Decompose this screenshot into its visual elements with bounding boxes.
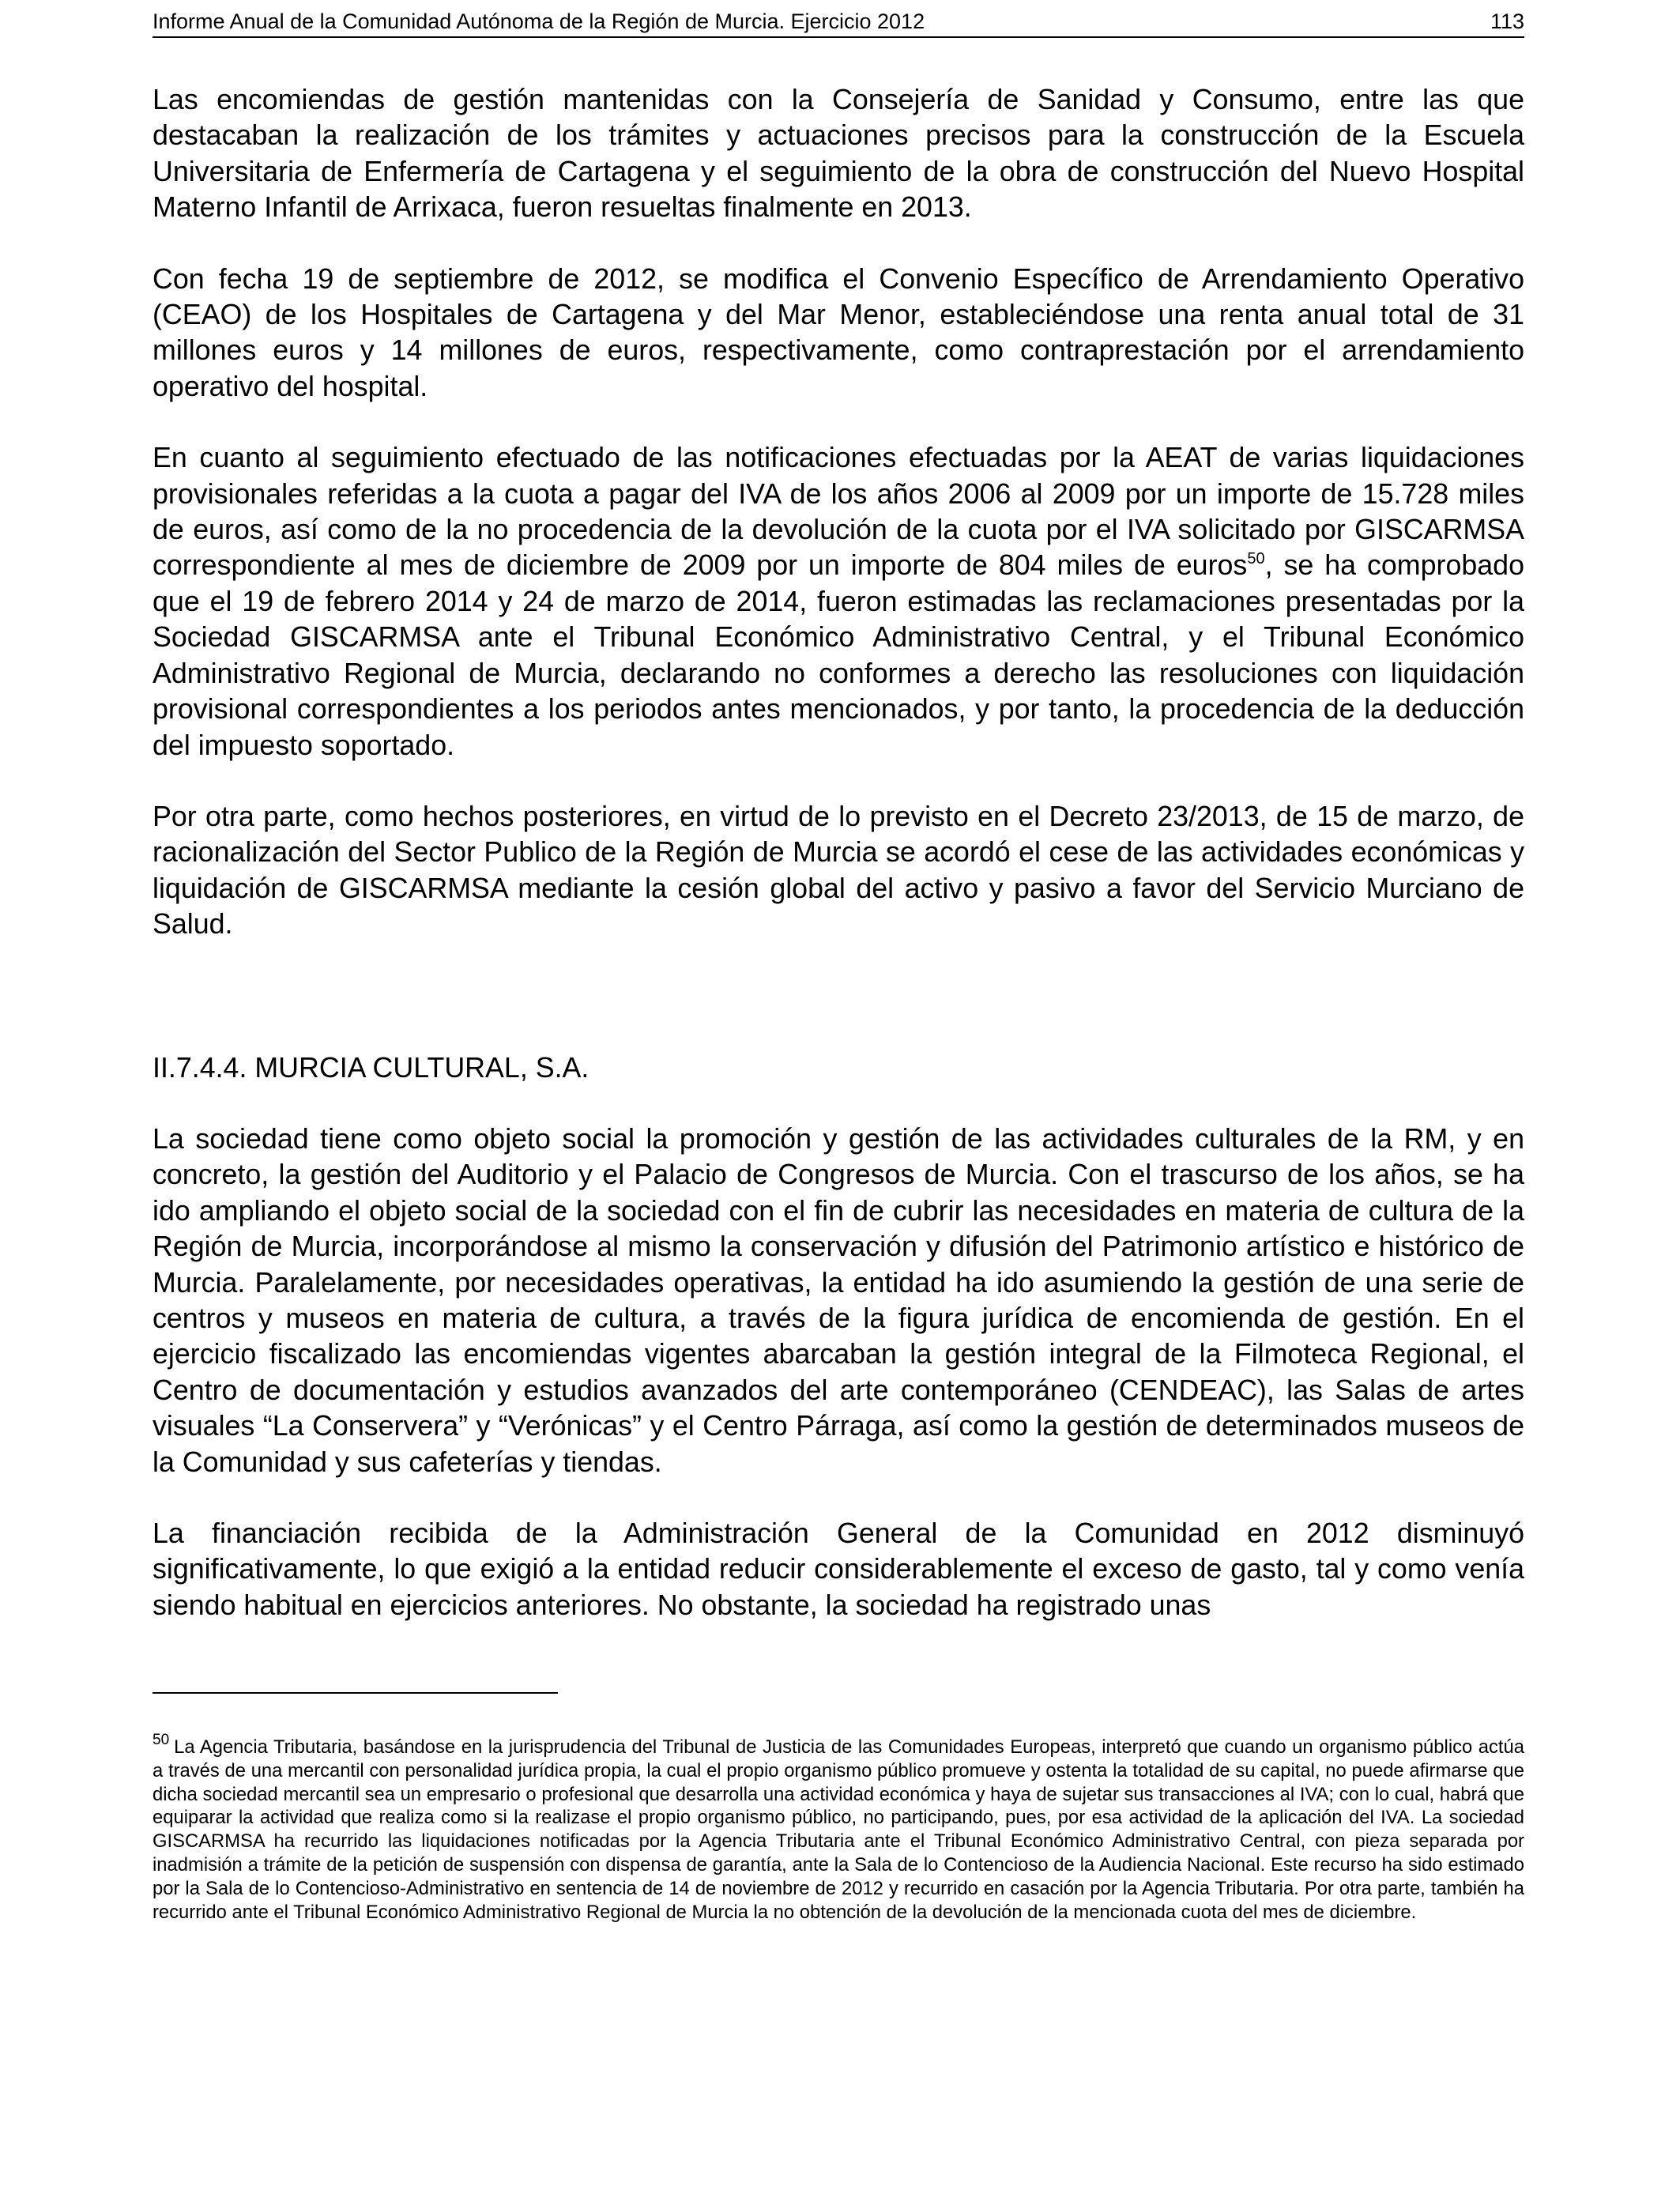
paragraph-objeto-social: La sociedad tiene como objeto social la promoción y gestión de las actividades culturales de la RM, y en concreto, la gestión del Auditorio y el Palacio de Congresos de Murcia. Con el trascurso de los años, se ha ido ampliando el objeto social de la sociedad con el fin de cubrir las necesidades en materia de cultura de la Región de Murcia, incorporándose al mismo la conservación y difusión del Patrimonio artístico e histórico de Murcia. Paralelamente, por necesidades operativas, la entidad ha ido asumiendo la gestión de una serie de centros y museos en materia de cultura, a través de la figura jurídica de encomienda de gestión. En el ejercicio fiscalizado las encomiendas vigentes abarcaban la gestión integral de la Filmoteca Regional, el Centro de documentación y estudios avanzados del arte contemporáneo (CENDEAC), las Salas de artes visuales “La Conservera” y “Verónicas” y el Centro Párraga, así como la gestión de determinados museos de la Comunidad y sus cafeterías y tiendas. — [153, 1122, 1524, 1478]
body-text — [153, 82, 1524, 1623]
footnote-number: 50 — [153, 1732, 170, 1749]
page-header — [153, 8, 1524, 38]
paragraph-hechos-posteriores: Por otra parte, como hechos posteriores, en virtud de lo previsto en el Decreto 23/2013, de 15 de marzo, de racionalización del Sector Publico de la Región de Murcia se acordó el cese de las actividades económicas y liquidación de GISCARMSA mediante la cesión global del activo y pasivo a favor del Servicio Murciano de Salud. — [153, 800, 1524, 941]
paragraph-aeat-liquidaciones — [153, 440, 1524, 763]
footnote-separator — [153, 1692, 558, 1694]
header-title: Informe Anual de la Comunidad Autónoma de la Región de Murcia. Ejercicio 2012 — [153, 9, 925, 33]
section-heading: II.7.4.4. MURCIA CULTURAL, S.A. — [153, 1051, 590, 1084]
paragraph-encomiendas-sanidad: Las encomiendas de gestión mantenidas con la Consejería de Sanidad y Consumo, entre las que destacaban la realización de los trámites y actuaciones precisos para la construcción de la Escuela Universitaria de Enfermería de Cartagena y el seguimiento de la obra de construcción del Nuevo Hospital Materno Infantil de Arrixaca, fueron resueltas finalmente en 2013. — [153, 84, 1524, 224]
paragraph-convenio-ceao: Con fecha 19 de septiembre de 2012, se modifica el Convenio Específico de Arrendamiento Operativo (CEAO) de los Hospitales de Cartagena y del Mar Menor, estableciéndose una renta anual total de 31 millones euros y 14 millones de euros, respectivamente, como contraprestación por el arrendamiento operativo del hospital. — [153, 262, 1524, 402]
page-number: 113 — [1490, 9, 1524, 33]
heading-spacer — [153, 1086, 1524, 1122]
document-page — [153, 0, 1524, 2194]
paragraph-financiacion: La financiación recibida de la Administración General de la Comunidad en 2012 disminuyó significativamente, lo que exigió a la entidad reducir considerablemente el exceso de gasto, tal y como venía siendo habitual en ejercicios anteriores. No obstante, la sociedad ha registrado unas — [153, 1517, 1524, 1621]
paragraph-aeat-text-start: En cuanto al seguimiento efectuado de las notificaciones efectuadas por la AEAT de varias liquidaciones provisionales referidas a la cuota a pagar del IVA de los años 2006 al 2009 por un importe de 15.728 miles de euros, así como de la no procedencia de la devolución de la cuota por el IVA solicitado por GISCARMSA correspondiente al mes de diciembre de 2009 por un importe de 804 miles de euros — [153, 442, 1524, 582]
section-spacer — [153, 943, 1524, 1050]
footnote-50 — [153, 1732, 1524, 1924]
footnote-reference-50[interactable]: 50 — [1247, 549, 1265, 567]
paragraph-aeat-text-end: , se ha comprobado que el 19 de febrero 2014 y 24 de marzo de 2014, fueron estimadas las reclamaciones presentadas por la Sociedad GISCARMSA ante el Tribunal Económico Administrativo Central, y el Tribunal Económico Administrativo Regional de Murcia, declarando no conformes a derecho las resoluciones con liquidación provisional correspondientes a los periodos antes mencionados, y por tanto, la procedencia de la deducción del impuesto soportado. — [153, 549, 1524, 761]
footnote-text: La Agencia Tributaria, basándose en la jurisprudencia del Tribunal de Justicia de las Comunidades Europeas, interpretó que cuando un organismo público actúa a través de una mercantil con personalidad jurídica propia, la cual el propio organismo público promueve y ostenta la totalidad de su capital, no puede afirmarse que dicha sociedad mercantil sea un empresario o profesional que desarrolla una actividad económica y haya de sujetar sus transacciones al IVA; con lo cual, habrá que equiparar la actividad que realiza como si la realizase el propio organismo público, no participando, pues, por esa actividad de la aplicación del IVA. La sociedad GISCARMSA ha recurrido las liquidaciones notificadas por la Agencia Tributaria ante el Tribunal Económico Administrativo Central, con pieza separada por inadmisión a trámite de la petición de suspensión con dispensa de garantía, ante la Sala de lo Contencioso de la Audiencia Nacional. Este recurso ha sido estimado por la Sala de lo Contencioso-Administrativo en sentencia de 14 de noviembre de 2012 y recurrido en casación por la Agencia Tributaria. Por otra parte, también ha recurrido ante el Tribunal Económico Administrativo Regional de Murcia la no obtención de la devolución de la mencionada cuota del mes de diciembre. — [153, 1736, 1524, 1923]
